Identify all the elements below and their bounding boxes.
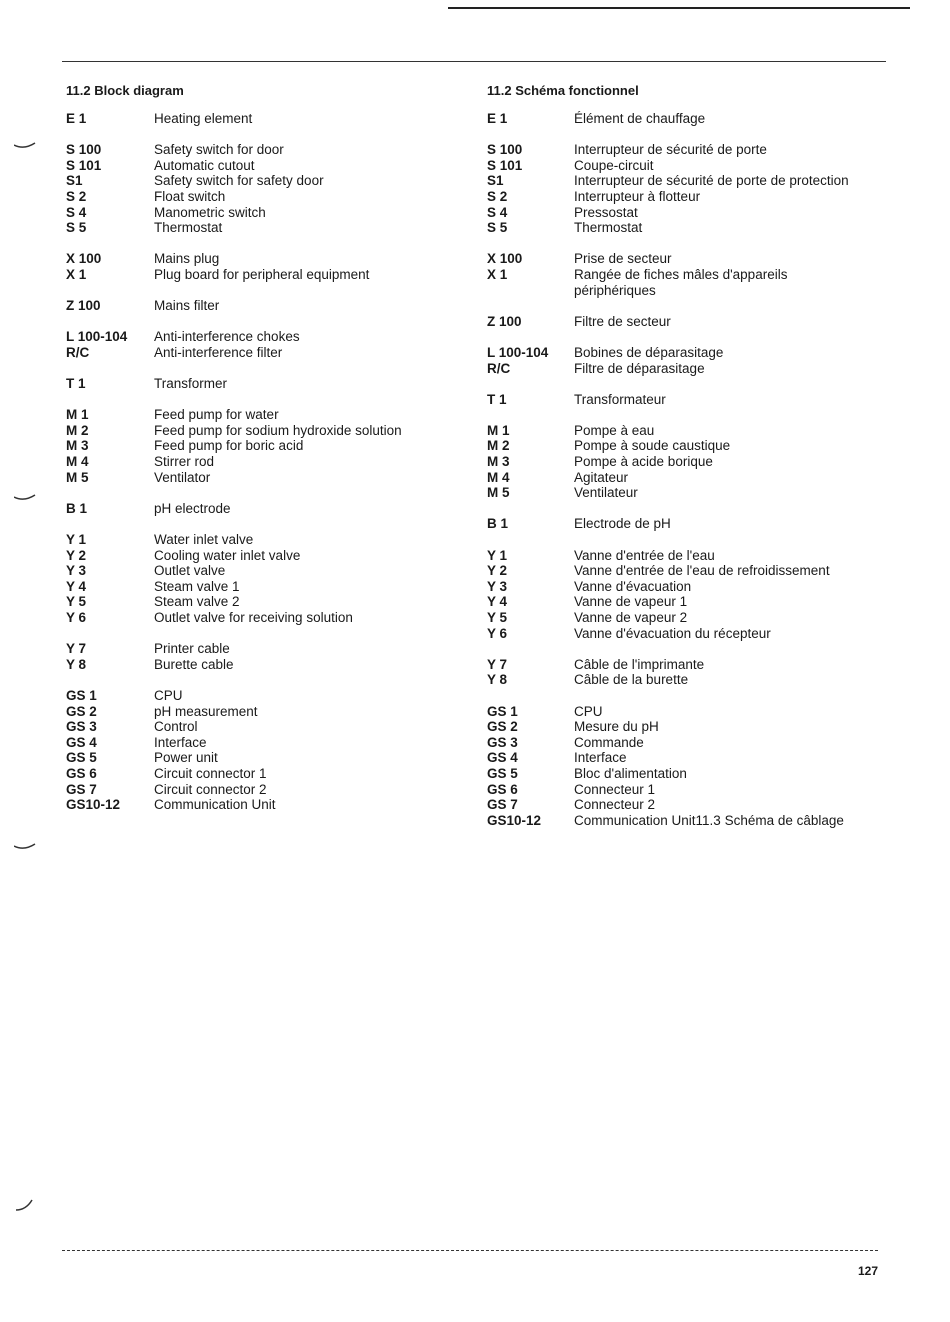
component-description: Pressostat: [574, 204, 638, 220]
component-code: GS 4: [487, 750, 518, 766]
component-description: Communication Unit11.3 Schéma de câblage: [574, 812, 844, 828]
component-description: pH measurement: [154, 703, 258, 719]
component-code: GS 1: [487, 703, 518, 719]
component-description: Mains plug: [154, 251, 220, 267]
component-entry: [487, 454, 887, 470]
entry-spacer: [487, 236, 887, 252]
component-description: Bloc d'alimentation: [574, 765, 687, 781]
component-entry: [66, 267, 466, 283]
component-code: Y 1: [487, 547, 508, 563]
component-code: S1: [66, 173, 83, 189]
component-description: Mesure du pH: [574, 719, 659, 735]
component-entry: [487, 516, 887, 532]
component-entry: [487, 423, 887, 439]
component-entry: [487, 579, 887, 595]
component-code: E 1: [66, 111, 87, 126]
component-code: Y 4: [66, 578, 87, 594]
component-entry: [487, 438, 887, 454]
component-description: Power unit: [154, 750, 218, 766]
component-entry: [66, 719, 466, 735]
component-entry: [66, 158, 466, 174]
component-code: GS 3: [487, 734, 518, 750]
component-description: Stirrer rod: [154, 454, 215, 470]
component-entry: [487, 750, 887, 766]
component-description: Vanne d'entrée de l'eau: [574, 547, 715, 563]
component-entry: [487, 563, 887, 579]
component-entry: [487, 548, 887, 564]
component-entry: [487, 283, 887, 299]
component-description: Connecteur 2: [574, 797, 656, 813]
component-entry: [66, 470, 466, 486]
component-entry: [487, 610, 887, 626]
component-entry: [66, 189, 466, 205]
component-entry: [487, 672, 887, 688]
component-code: Y 8: [487, 672, 508, 688]
header-rule: [62, 61, 886, 62]
entry-spacer: [487, 532, 887, 548]
component-description: Thermostat: [154, 220, 223, 236]
component-description: Printer cable: [154, 641, 230, 657]
component-description: Anti-interference filter: [154, 344, 283, 360]
component-description: Feed pump for boric acid: [154, 438, 304, 454]
component-entry: [66, 548, 466, 564]
component-code: GS 7: [487, 797, 518, 813]
component-entry: [66, 111, 466, 127]
section-heading-english: 11.2 Block diagram: [66, 83, 184, 98]
component-entry: [66, 532, 466, 548]
component-code: Y 5: [66, 594, 87, 610]
component-entry: [487, 251, 887, 267]
component-entry: [487, 594, 887, 610]
entry-spacer: [66, 361, 466, 377]
component-entry: [66, 657, 466, 673]
component-description: CPU: [574, 703, 603, 719]
component-entry: [66, 782, 466, 798]
component-description: Filtre de déparasitage: [574, 360, 705, 376]
english-entry-list: [66, 111, 466, 813]
component-entry: [487, 345, 887, 361]
binding-hole-mark: [14, 843, 36, 853]
component-entry: [487, 111, 887, 127]
component-entry: [487, 158, 887, 174]
component-code: L 100-104: [66, 329, 128, 345]
component-code: X 100: [66, 251, 102, 267]
component-entry: [66, 797, 466, 813]
component-entry: [487, 766, 887, 782]
component-code: S 100: [487, 142, 523, 158]
component-entry: [66, 735, 466, 751]
component-entry: [66, 407, 466, 423]
component-description: Interrupteur de sécurité de porte de protection: [574, 173, 849, 189]
entry-spacer: [66, 314, 466, 330]
component-code: S 5: [487, 220, 508, 236]
component-entry: [66, 501, 466, 517]
component-code: Y 8: [66, 656, 87, 672]
component-code: M 3: [66, 438, 89, 454]
component-entry: [487, 657, 887, 673]
entry-spacer: [487, 641, 887, 657]
component-description: Circuit connector 2: [154, 781, 267, 797]
component-entry: [66, 641, 466, 657]
component-description: Steam valve 1: [154, 578, 240, 594]
component-entry: [487, 189, 887, 205]
component-entry: [487, 797, 887, 813]
component-entry: [66, 766, 466, 782]
component-code: S 4: [487, 204, 508, 220]
component-description: Safety switch for door: [154, 142, 284, 158]
component-description: Vanne d'évacuation: [574, 578, 692, 594]
component-description: Prise de secteur: [574, 251, 672, 267]
component-description: Control: [154, 719, 198, 735]
english-column: [66, 81, 466, 813]
component-code: X 100: [487, 251, 523, 267]
component-description: Interrupteur à flotteur: [574, 188, 701, 204]
component-entry: [487, 735, 887, 751]
component-entry: [487, 220, 887, 236]
component-entry: [66, 610, 466, 626]
component-description: Circuit connector 1: [154, 765, 267, 781]
component-code: Y 5: [487, 610, 508, 625]
entry-spacer: [66, 392, 466, 408]
component-description: Ventilator: [154, 469, 211, 485]
component-code: B 1: [487, 516, 509, 532]
component-entry: [487, 470, 887, 486]
component-code: M 5: [66, 469, 89, 485]
component-description: Heating element: [154, 111, 253, 126]
entry-spacer: [66, 516, 466, 532]
component-code: Y 2: [66, 547, 87, 563]
component-code: M 2: [487, 438, 510, 454]
component-entry: [66, 579, 466, 595]
component-entry: [66, 438, 466, 454]
component-code: GS 7: [66, 781, 97, 797]
component-description: Outlet valve: [154, 563, 226, 579]
component-code: S 101: [66, 157, 102, 173]
component-code: Y 7: [66, 641, 87, 657]
component-code: GS 6: [487, 781, 518, 797]
component-code: Y 6: [487, 625, 508, 641]
component-description: CPU: [154, 687, 183, 703]
component-description: Float switch: [154, 188, 226, 204]
component-entry: [487, 719, 887, 735]
component-code: M 1: [487, 422, 510, 438]
component-entry: [66, 594, 466, 610]
top-rule: [448, 7, 910, 9]
component-description: Interrupteur de sécurité de porte: [574, 142, 767, 158]
component-entry: [487, 205, 887, 221]
component-code: Y 6: [66, 610, 87, 625]
component-description: Vanne d'évacuation du récepteur: [574, 625, 771, 641]
component-code: R/C: [487, 360, 511, 376]
component-description: Agitateur: [574, 469, 629, 485]
component-code: M 4: [66, 454, 89, 470]
component-entry: [66, 142, 466, 158]
component-code: Y 1: [66, 532, 87, 548]
component-description: Plug board for peripheral equipment: [154, 266, 370, 282]
component-description: Pompe à eau: [574, 422, 655, 438]
entry-spacer: [66, 127, 466, 143]
component-code: T 1: [487, 391, 507, 407]
component-entry: [487, 173, 887, 189]
component-code: M 4: [487, 469, 510, 485]
entry-spacer: [66, 485, 466, 501]
component-entry: [66, 704, 466, 720]
component-code: GS 3: [66, 719, 97, 735]
component-entry: [487, 361, 887, 377]
component-code: GS 2: [487, 719, 518, 735]
entry-spacer: [487, 127, 887, 143]
component-entry: [487, 314, 887, 330]
component-entry: [66, 345, 466, 361]
binding-hole-mark: [14, 142, 36, 152]
component-entry: [487, 392, 887, 408]
component-code: M 1: [66, 407, 89, 423]
component-entry: [487, 704, 887, 720]
component-entry: [487, 782, 887, 798]
entry-spacer: [66, 283, 466, 299]
component-description: Interface: [154, 734, 207, 750]
component-code: S 101: [487, 157, 523, 173]
component-code: GS 6: [66, 765, 97, 781]
component-description: Rangée de fiches mâles d'appareils: [574, 266, 788, 282]
french-entry-list: [487, 111, 887, 828]
component-description: Câble de l'imprimante: [574, 656, 705, 672]
component-description: Manometric switch: [154, 204, 266, 220]
component-entry: [487, 626, 887, 642]
component-description: Élément de chauffage: [574, 111, 706, 126]
component-entry: [487, 267, 887, 283]
component-code: Z 100: [487, 313, 522, 329]
footer-rule: [62, 1250, 878, 1251]
component-code: GS 2: [66, 703, 97, 719]
component-description: Bobines de déparasitage: [574, 344, 724, 360]
entry-spacer: [66, 672, 466, 688]
binding-hole-mark: [14, 1198, 36, 1214]
component-description: Automatic cutout: [154, 157, 255, 173]
component-description: pH electrode: [154, 500, 231, 516]
component-description: Feed pump for water: [154, 407, 279, 423]
component-description: Burette cable: [154, 656, 234, 672]
component-code: GS 5: [487, 765, 518, 781]
component-description: Outlet valve for receiving solution: [154, 610, 353, 625]
component-code: GS 1: [66, 687, 97, 703]
component-code: GS10-12: [66, 797, 121, 813]
component-description: Pompe à acide borique: [574, 454, 713, 470]
component-entry: [66, 251, 466, 267]
component-code: S 5: [66, 220, 87, 236]
entry-spacer: [487, 501, 887, 517]
entry-spacer: [66, 236, 466, 252]
entry-spacer: [487, 376, 887, 392]
component-entry: [66, 750, 466, 766]
entry-spacer: [66, 626, 466, 642]
component-entry: [66, 376, 466, 392]
component-code: Y 3: [66, 563, 87, 579]
entry-spacer: [487, 688, 887, 704]
component-code: R/C: [66, 344, 90, 360]
component-description: Safety switch for safety door: [154, 173, 324, 189]
component-code: Y 3: [487, 578, 508, 594]
component-entry: [487, 485, 887, 501]
component-description: Mains filter: [154, 298, 220, 314]
component-code: S1: [487, 173, 504, 189]
component-code: S 4: [66, 204, 87, 220]
component-code: Y 2: [487, 563, 508, 579]
component-code: E 1: [487, 111, 508, 126]
component-entry: [66, 298, 466, 314]
component-code: Z 100: [66, 298, 101, 314]
component-description: Water inlet valve: [154, 532, 254, 548]
component-description: Commande: [574, 734, 644, 750]
component-description: Cooling water inlet valve: [154, 547, 301, 563]
component-code: X 1: [66, 266, 87, 282]
binding-hole-mark: [14, 494, 36, 504]
component-code: Y 7: [487, 656, 508, 672]
component-description: Vanne de vapeur 2: [574, 610, 688, 625]
component-description: Feed pump for sodium hydroxide solution: [154, 422, 402, 438]
french-column: [487, 81, 887, 828]
component-code: S 2: [66, 188, 87, 204]
component-code: L 100-104: [487, 344, 549, 360]
component-description: Pompe à soude caustique: [574, 438, 731, 454]
component-entry: [66, 688, 466, 704]
component-description: Câble de la burette: [574, 672, 689, 688]
component-description: Anti-interference chokes: [154, 329, 300, 345]
component-code: S 2: [487, 188, 508, 204]
component-entry: [66, 205, 466, 221]
component-description: Thermostat: [574, 220, 643, 236]
entry-spacer: [487, 407, 887, 423]
component-code: B 1: [66, 500, 88, 516]
component-entry: [66, 220, 466, 236]
component-code: GS10-12: [487, 812, 542, 828]
component-entry: [66, 563, 466, 579]
component-entry: [66, 454, 466, 470]
component-description: Connecteur 1: [574, 781, 656, 797]
component-description: Ventilateur: [574, 485, 638, 501]
component-code: [487, 283, 574, 299]
component-description: Vanne d'entrée de l'eau de refroidissement: [574, 563, 830, 579]
entry-spacer: [487, 329, 887, 345]
page-number: 127: [857, 1264, 878, 1278]
component-description: Transformateur: [574, 391, 666, 407]
component-description: Communication Unit: [154, 797, 276, 813]
component-entry: [66, 173, 466, 189]
component-code: S 100: [66, 142, 102, 158]
component-code: Y 4: [487, 594, 508, 610]
component-description: périphériques: [574, 282, 656, 298]
component-description: Filtre de secteur: [574, 313, 671, 329]
entry-spacer: [487, 298, 887, 314]
section-heading-french: 11.2 Schéma fonctionnel: [487, 83, 639, 98]
component-description: Electrode de pH: [574, 516, 671, 532]
component-code: M 5: [487, 485, 510, 501]
component-entry: [487, 142, 887, 158]
component-code: GS 5: [66, 750, 97, 766]
component-description: Transformer: [154, 376, 228, 392]
component-entry: [66, 423, 466, 439]
component-entry: [66, 329, 466, 345]
component-code: M 3: [487, 454, 510, 470]
component-description: Interface: [574, 750, 627, 766]
component-code: GS 4: [66, 734, 97, 750]
component-entry: [487, 813, 887, 829]
component-description: Coupe-circuit: [574, 157, 654, 173]
component-description: Steam valve 2: [154, 594, 240, 610]
component-code: X 1: [487, 266, 508, 282]
component-code: M 2: [66, 422, 89, 438]
component-description: Vanne de vapeur 1: [574, 594, 688, 610]
component-code: T 1: [66, 376, 86, 392]
